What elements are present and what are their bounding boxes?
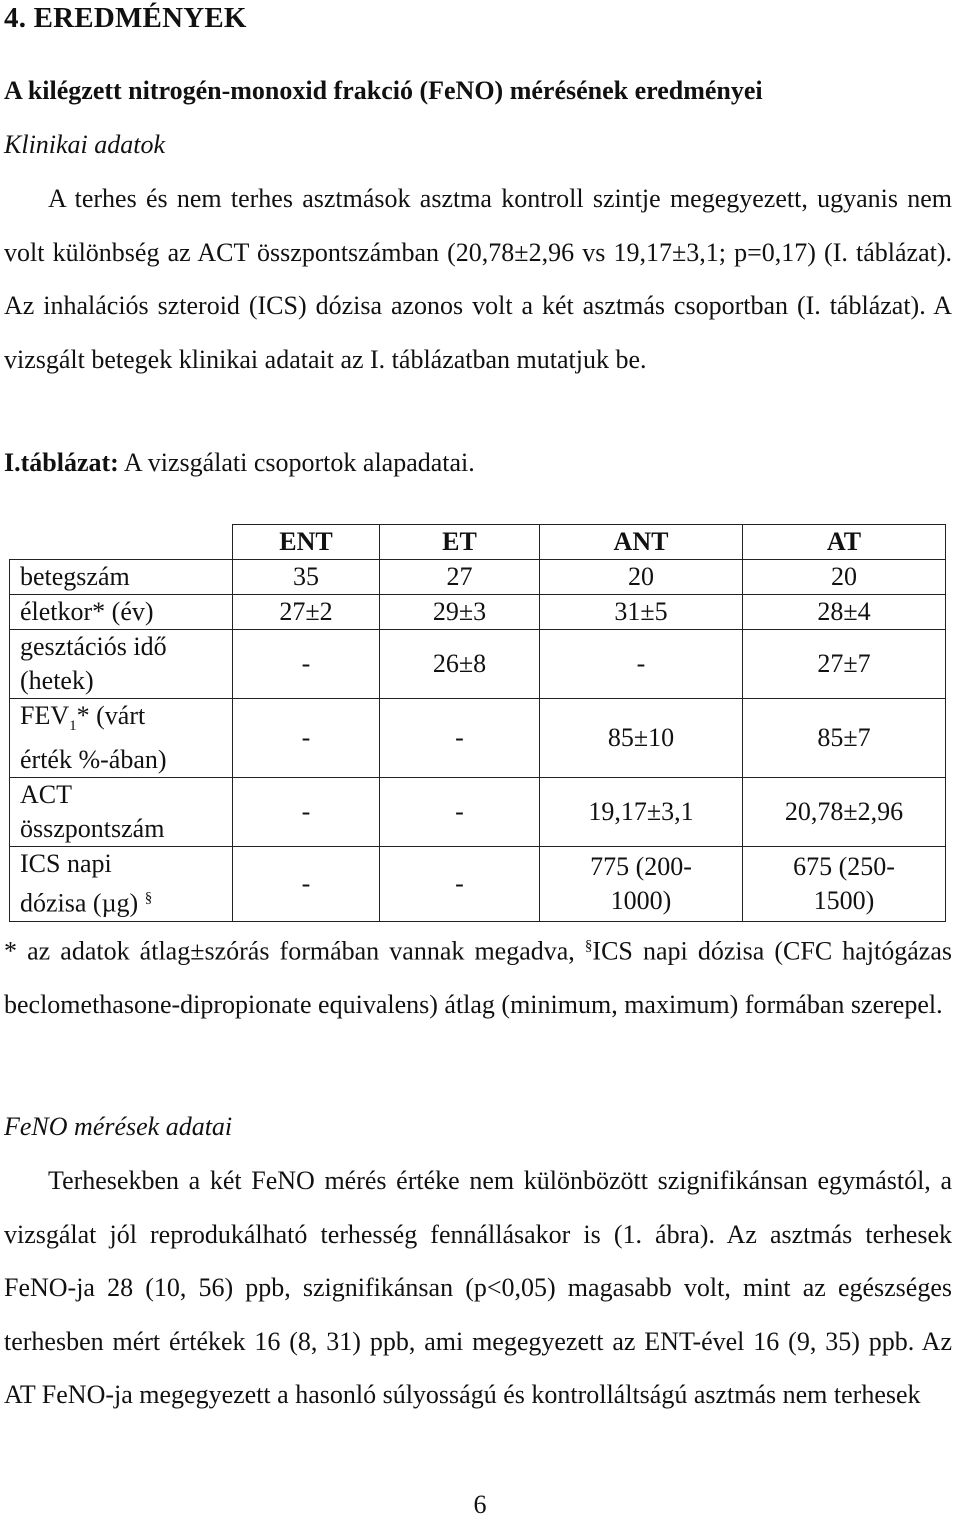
page-number: 6	[473, 1490, 487, 1519]
row-label-line: érték %-ában)	[20, 745, 167, 775]
table-row	[10, 778, 946, 847]
cell-value: -	[233, 630, 380, 699]
cell-value: -	[233, 847, 380, 922]
cell-value: -	[380, 778, 540, 847]
paragraph-clinical: A terhes és nem terhes asztmások asztma kontroll szintje megegyezett, ugyanis nem volt különbség az ACT összpontszámban (20,78±2,96 vs 19,17±3,1; p=0,17) (I. táblázat). Az inhalációs szteroid (ICS) dózisa azonos volt a két asztmás csoportban (I. táblázat). A vizsgált betegek klinikai adatait az I. táblázatban mutatjuk be.	[4, 184, 952, 374]
table-row	[10, 630, 946, 699]
table-row	[10, 847, 946, 922]
row-label-line: (hetek)	[20, 666, 94, 695]
cell-value: -	[233, 699, 380, 778]
cell-line: 1000)	[610, 886, 672, 916]
cell-value: 29±3	[380, 595, 540, 630]
cell-line: 675 (250-	[793, 852, 895, 882]
header-ant: ANT	[540, 525, 743, 560]
table-header-row	[10, 525, 946, 560]
header-at: AT	[743, 525, 946, 560]
cell-value: 35	[233, 560, 380, 595]
table-row	[10, 560, 946, 595]
row-label: életkor* (év)	[10, 595, 233, 630]
table-caption-text: A vizsgálati csoportok alapadatai.	[118, 448, 475, 477]
section-title: A kilégzett nitrogén-monoxid frakció (FeNO) mérésének eredményei	[4, 76, 763, 105]
row-label: betegszám	[10, 560, 233, 595]
table-row	[10, 699, 946, 778]
row-label-line: * (várt	[76, 701, 146, 730]
cell-value: 27±7	[743, 630, 946, 699]
row-label-line: ACT	[20, 780, 72, 810]
table-row	[10, 595, 946, 630]
cell-value: 19,17±3,1	[540, 778, 743, 847]
cell-value: 27±2	[233, 595, 380, 630]
cell-value: 85±10	[540, 699, 743, 778]
subheading-feno-measurements: FeNO mérések adatai	[4, 1112, 233, 1141]
cell-value: 20	[743, 560, 946, 595]
cell-value: 20,78±2,96	[743, 778, 946, 847]
footnote-superscript: §	[584, 938, 593, 954]
row-label	[10, 778, 233, 847]
row-label-subscript: 1	[69, 718, 77, 735]
table-caption	[4, 448, 952, 478]
row-label-line: FEV	[20, 701, 70, 730]
cell-value	[540, 847, 743, 922]
header-et: ET	[380, 525, 540, 560]
cell-value: -	[380, 699, 540, 778]
cell-value: 28±4	[743, 595, 946, 630]
row-label	[10, 630, 233, 699]
row-label	[10, 847, 233, 922]
cell-line: 1500)	[813, 886, 875, 916]
cell-value: 31±5	[540, 595, 743, 630]
subheading-clinical-data: Klinikai adatok	[4, 130, 166, 159]
cell-value	[743, 847, 946, 922]
cell-value: 27	[380, 560, 540, 595]
chapter-title: 4. EREDMÉNYEK	[4, 2, 247, 34]
row-label-line: dózisa (µg)	[20, 889, 139, 919]
row-label	[10, 699, 233, 778]
row-label-line: ICS napi	[20, 849, 112, 879]
baseline-data-table	[9, 524, 946, 922]
table-caption-label: I.táblázat:	[4, 448, 119, 477]
cell-value: -	[380, 847, 540, 922]
cell-value: -	[233, 778, 380, 847]
cell-value: -	[540, 630, 743, 699]
cell-value: 20	[540, 560, 743, 595]
row-label-line: összpontszám	[20, 814, 165, 844]
cell-value: 26±8	[380, 630, 540, 699]
cell-value: 85±7	[743, 699, 946, 778]
header-empty-cell	[10, 525, 233, 560]
table-footnote	[4, 920, 952, 1032]
footnote-part: * az adatok átlag±szórás formában vannak megadva,	[4, 936, 585, 966]
cell-line: 775 (200-	[590, 852, 692, 882]
header-ent: ENT	[233, 525, 380, 560]
row-label-superscript: §	[144, 890, 153, 907]
paragraph-feno: Terhesekben a két FeNO mérés értéke nem különbözött szignifikánsan egymástól, a vizsgálat jól reprodukálható terhesség fennállásakor is (1. ábra). Az asztmás terhesek FeNO-ja 28 (10, 56) ppb, szignifikánsan (p<0,05) magasabb volt, mint az egészséges terhesben mért értékek 16 (8, 31) ppb, ami megegyezett az ENT-ével 16 (9, 35) ppb. Az AT FeNO-ja megegyezett a hasonló súlyosságú és kontrolláltságú asztmás nem terhesek	[4, 1166, 952, 1409]
footnote-part: ICS napi dózisa (CFC hajtógázas beclomethasone-dipropionate equivalens) átlag (minimum, maximum) formában szerepel.	[4, 936, 952, 1020]
row-label-line: gesztációs idő	[20, 632, 167, 661]
